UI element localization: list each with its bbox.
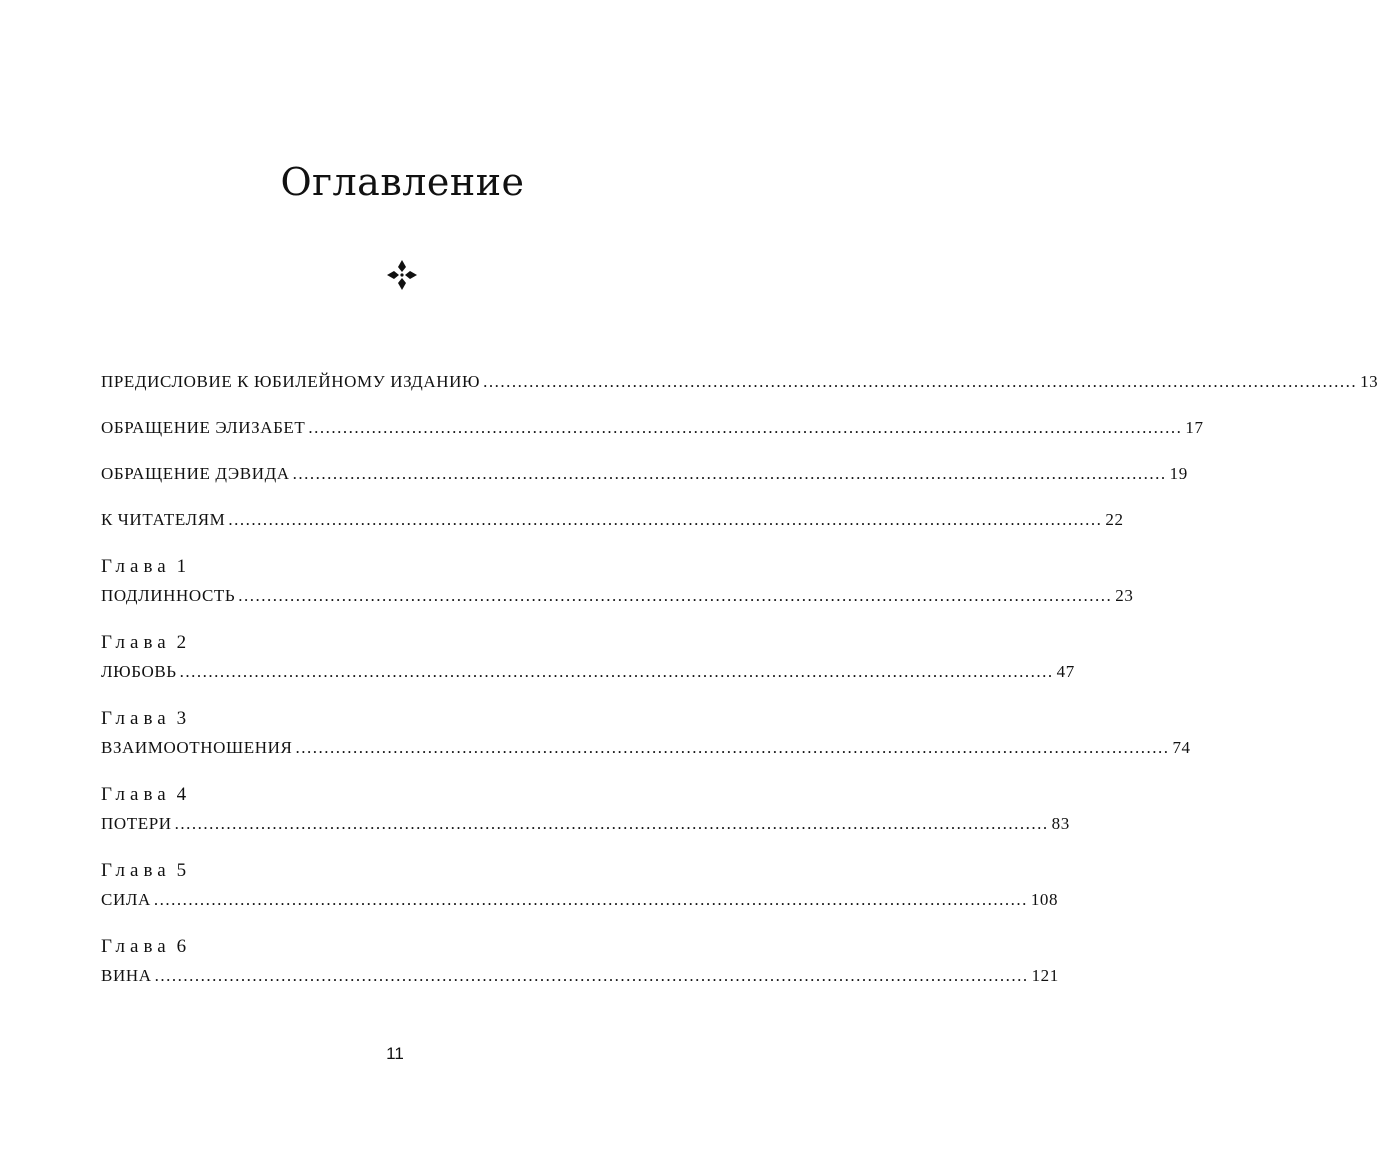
- toc-entry-page: 74: [1172, 738, 1191, 757]
- leader-dots: ........................................................................................................................................................: [483, 372, 1358, 391]
- toc-entry-label: ВИНА: [101, 966, 152, 985]
- chapter-number: 5: [176, 860, 192, 881]
- toc-entry-label: ПОДЛИННОСТЬ: [101, 586, 236, 605]
- chapter-heading: [101, 860, 702, 890]
- chapter-heading: [101, 936, 702, 966]
- chapter-heading: [101, 708, 702, 738]
- leader-dots: ........................................................................................................................................................: [238, 586, 1113, 605]
- chapter-heading-word: Глава: [101, 708, 171, 729]
- chapter-number: 1: [176, 556, 192, 577]
- chapter-heading: [101, 632, 702, 662]
- toc-entry-page: 121: [1031, 966, 1059, 985]
- chapter-number: 2: [176, 632, 192, 653]
- leader-dots: ........................................................................................................................................................: [153, 890, 1028, 909]
- toc-entry-page: 108: [1030, 890, 1059, 909]
- toc-entry-label: ВЗАИМООТНОШЕНИЯ: [101, 738, 293, 757]
- chapter-heading-word: Глава: [101, 860, 171, 881]
- toc-entry[interactable]: [101, 418, 1204, 448]
- leader-dots: ........................................................................................................................................................: [228, 510, 1103, 529]
- chapter-heading-word: Глава: [101, 936, 171, 957]
- leader-dots: ........................................................................................................................................................: [179, 662, 1054, 681]
- chapter-heading-word: Глава: [101, 784, 171, 805]
- toc-entry[interactable]: [101, 890, 1059, 920]
- chapter-number: 6: [176, 936, 192, 957]
- toc-entry-label: ПОТЕРИ: [101, 814, 172, 833]
- toc-entry-page: 17: [1185, 418, 1204, 437]
- chapter-number: 3: [176, 708, 192, 729]
- toc-entry[interactable]: [101, 464, 1188, 494]
- toc-entry[interactable]: [101, 510, 1124, 540]
- leader-dots: ........................................................................................................................................................: [308, 418, 1183, 437]
- table-of-contents: [101, 372, 1378, 996]
- chapter-heading: [101, 784, 702, 814]
- leader-dots: ........................................................................................................................................................: [295, 738, 1170, 757]
- chapter-heading: [101, 556, 702, 586]
- toc-entry-page: 22: [1105, 510, 1124, 529]
- chapter-number: 4: [176, 784, 192, 805]
- page-number: 11: [386, 1044, 404, 1063]
- toc-entry-label: СИЛА: [101, 890, 151, 909]
- diamond-cross-ornament-icon: [386, 259, 418, 291]
- toc-entry[interactable]: [101, 814, 1070, 844]
- toc-entry[interactable]: [101, 738, 1191, 768]
- toc-entry[interactable]: [101, 662, 1075, 692]
- leader-dots: ........................................................................................................................................................: [292, 464, 1167, 483]
- toc-entry-label: ЛЮБОВЬ: [101, 662, 177, 681]
- leader-dots: ........................................................................................................................................................: [154, 966, 1029, 985]
- toc-entry-page: 47: [1056, 662, 1075, 681]
- chapter-heading-word: Глава: [101, 556, 171, 577]
- toc-entry[interactable]: [101, 586, 1134, 616]
- page-title: Оглавление: [280, 160, 525, 204]
- toc-entry-label: ПРЕДИСЛОВИЕ К ЮБИЛЕЙНОМУ ИЗДАНИЮ: [101, 372, 481, 391]
- toc-entry-page: 13: [1360, 372, 1378, 391]
- chapter-heading-word: Глава: [101, 632, 171, 653]
- toc-entry-page: 23: [1115, 586, 1134, 605]
- toc-entry[interactable]: [101, 966, 1059, 996]
- toc-entry-label: ОБРАЩЕНИЕ ЭЛИЗАБЕТ: [101, 418, 306, 437]
- toc-entry[interactable]: [101, 372, 1378, 402]
- toc-entry-page: 83: [1051, 814, 1070, 833]
- toc-entry-label: К ЧИТАТЕЛЯМ: [101, 510, 226, 529]
- toc-entry-label: ОБРАЩЕНИЕ ДЭВИДА: [101, 464, 290, 483]
- leader-dots: ........................................................................................................................................................: [174, 814, 1049, 833]
- toc-entry-page: 19: [1169, 464, 1188, 483]
